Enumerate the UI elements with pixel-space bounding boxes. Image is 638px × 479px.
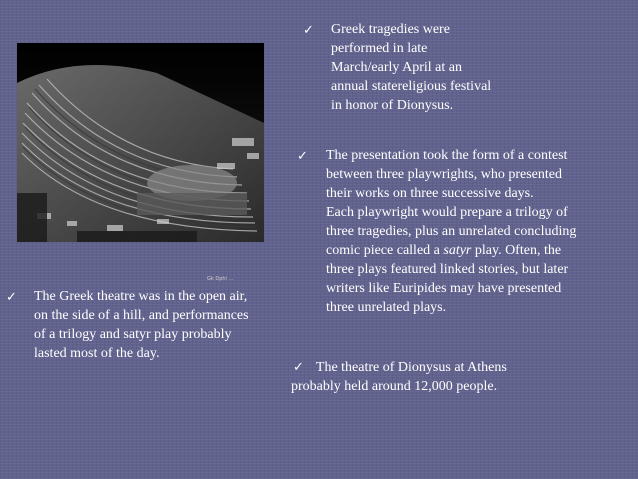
bullet-contest-line-9: three unrelated plays.	[326, 300, 447, 315]
bullet-capacity	[291, 358, 507, 396]
bullet-contest	[297, 146, 577, 317]
line-6-prefix: comic piece called a	[326, 243, 444, 258]
bullet-open-air-line-2: on the side of a hill, and performances	[34, 308, 249, 323]
photo-caption: Gk Dphi ...	[207, 276, 234, 282]
bullet-contest-line-2: between three playwrights, who presented	[326, 167, 562, 182]
bullet-open-air-line-1: The Greek theatre was in the open air,	[34, 289, 248, 304]
checkmark-icon: ✓	[297, 149, 308, 164]
checkmark-icon: ✓	[293, 360, 304, 375]
line-6-suffix: play. Often, the	[471, 243, 562, 258]
satyr-emphasis: satyr	[443, 243, 472, 258]
bullet-capacity-line-1	[291, 358, 507, 377]
theatre-photo-image	[17, 43, 264, 242]
bullet-contest-line-7: three plays featured linked stories, but later	[326, 262, 569, 277]
bullet-open-air-line-4: lasted most of the day.	[34, 346, 160, 361]
bullet-festival-line-5: in honor of Dionysus.	[331, 98, 454, 113]
bullet-capacity-line-2: probably held around 12,000 people.	[291, 379, 498, 394]
bullet-festival-line-4: annual statereligious festival	[331, 79, 492, 94]
bullet-open-air-line-3: of a trilogy and satyr play probably	[34, 327, 232, 342]
theatre-photo	[17, 43, 264, 282]
bullet-contest-line-5: three tragedies, plus an unrelated concluding	[326, 224, 577, 239]
bullet-festival-line-1: Greek tragedies were	[331, 22, 450, 37]
bullet-festival	[303, 20, 492, 115]
checkmark-icon: ✓	[6, 290, 17, 305]
bullet-contest-line-4: Each playwright would prepare a trilogy of	[326, 205, 568, 220]
bullet-festival-line-2: performed in late	[331, 41, 428, 56]
checkmark-icon: ✓	[303, 23, 314, 38]
bullet-contest-line-6	[326, 241, 576, 260]
bullet-contest-line-1: The presentation took the form of a contest	[326, 148, 568, 163]
bullet-capacity-text-1: The theatre of Dionysus at Athens	[315, 360, 507, 375]
bullet-contest-line-3: their works on three successive days.	[326, 186, 534, 201]
bullet-open-air	[6, 287, 249, 363]
bullet-festival-line-3: March/early April at an	[331, 60, 463, 75]
bullet-contest-line-8: writers like Euripides may have presented	[326, 281, 562, 296]
